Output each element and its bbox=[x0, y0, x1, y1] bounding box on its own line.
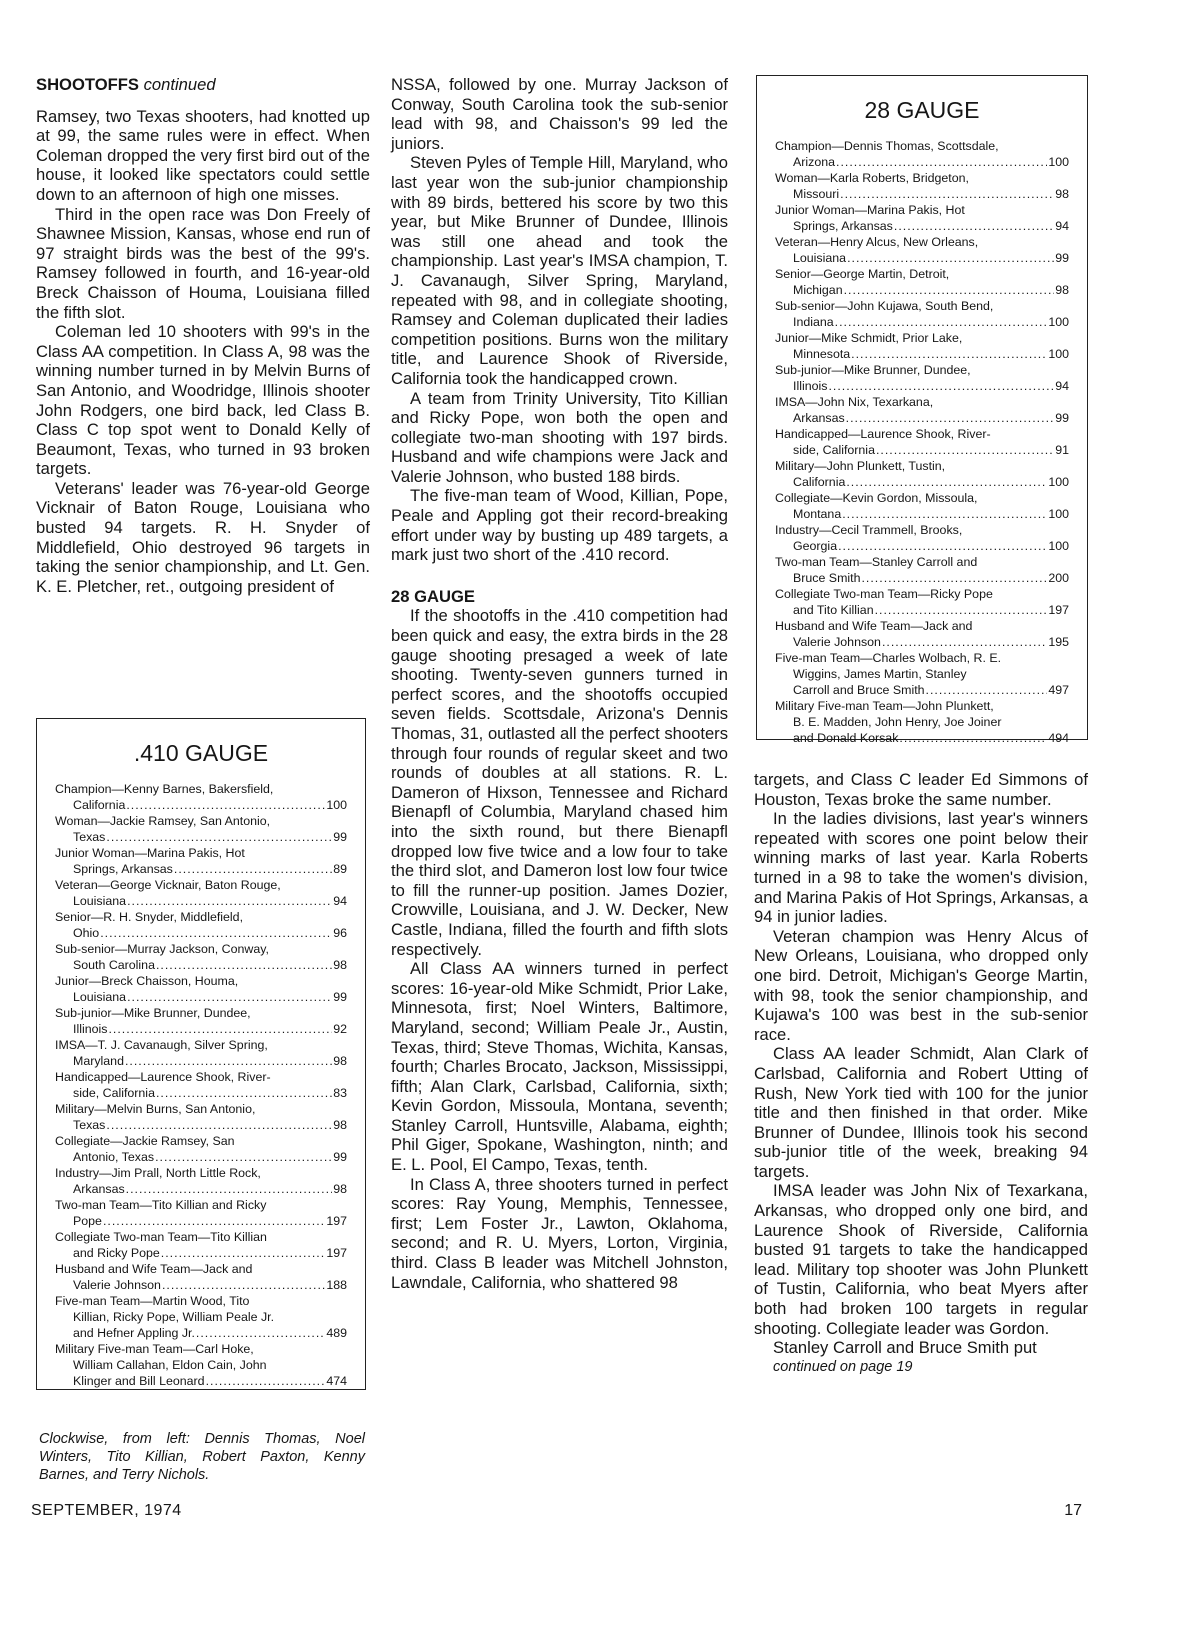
leader-dots bbox=[851, 346, 1047, 362]
result-category-continued: William Callahan, Eldon Cain, John bbox=[73, 1358, 267, 1372]
leader-dots bbox=[828, 378, 1054, 394]
leader-dots bbox=[836, 154, 1047, 170]
results-list bbox=[775, 138, 1069, 746]
result-category: Veteran—George Vicknair, Baton Rouge, bbox=[55, 878, 281, 892]
result-entry bbox=[55, 973, 347, 1005]
result-entry bbox=[775, 650, 1069, 698]
article-paragraph: If the shootoffs in the .410 competition had been quick and easy, the extra birds in the 28 gauge shooting presaged a week of late shooting. Twenty-seven gunners turned in perfect scores, and the shootoffs occupied seven fields. Scottsdale, Arizona's Dennis Thomas, 31, outlasted all the perfect shooters through four rounds of regular skeet and two rounds of doubles at all stations. R. L. Dameron of Hixson, Tennessee and Richard Bienapfl of Columbia, Maryland chased him into the sixth round, but there Bienapfl dropped low five twice and a low four to take the third slot, and Dameron lost low four twice to fill the runner-up position. James Dozier, Crowville, Louisiana, and J. W. Decker, New Castle, Indiana, filled the fourth and fifth slots respectively. bbox=[391, 606, 728, 959]
result-category-continued: B. E. Madden, John Henry, Joe Joiner bbox=[793, 715, 1002, 729]
result-score: 99 bbox=[1055, 411, 1069, 425]
result-name: Michigan bbox=[793, 283, 843, 297]
result-category: Junior Woman—Marina Pakis, Hot bbox=[55, 846, 245, 860]
result-name: Springs, Arkansas bbox=[73, 862, 173, 876]
result-category: Junior—Mike Schmidt, Prior Lake, bbox=[775, 331, 963, 345]
result-entry bbox=[775, 170, 1069, 202]
results-box-410-gauge bbox=[36, 718, 366, 1390]
result-entry bbox=[775, 330, 1069, 362]
result-entry bbox=[775, 202, 1069, 234]
result-category-continued: Killian, Ricky Pope, William Peale Jr. bbox=[73, 1310, 275, 1324]
result-line bbox=[55, 957, 347, 973]
result-category: Five-man Team—Martin Wood, Tito bbox=[55, 1294, 250, 1308]
result-entry bbox=[775, 618, 1069, 650]
leader-dots bbox=[846, 474, 1047, 490]
result-name: Carroll and Bruce Smith bbox=[793, 683, 925, 697]
leader-dots bbox=[126, 1181, 333, 1197]
result-score: 195 bbox=[1048, 635, 1069, 649]
result-score: 100 bbox=[1048, 347, 1069, 361]
result-line bbox=[55, 1021, 347, 1037]
result-score: 98 bbox=[1055, 187, 1069, 201]
result-category: IMSA—T. J. Cavanaugh, Silver Spring, bbox=[55, 1038, 268, 1052]
result-score: 98 bbox=[333, 1054, 347, 1068]
result-line bbox=[775, 218, 1069, 234]
article-paragraph: The five-man team of Wood, Killian, Pope, Peale and Appling got their record-breaking effort under way by busting up 489 targets, a mark just two short of the .410 record. bbox=[391, 486, 728, 565]
leader-dots bbox=[162, 1277, 325, 1293]
result-category: Junior—Breck Chaisson, Houma, bbox=[55, 974, 239, 988]
result-line bbox=[775, 346, 1069, 362]
result-entry bbox=[55, 941, 347, 973]
result-name: Illinois bbox=[73, 1022, 108, 1036]
result-line bbox=[775, 154, 1069, 170]
result-entry bbox=[55, 1229, 347, 1261]
box-title: 28 GAUGE bbox=[864, 97, 980, 123]
result-score: 188 bbox=[326, 1278, 347, 1292]
leader-dots bbox=[847, 250, 1054, 266]
result-category: Two-man Team—Stanley Carroll and bbox=[775, 555, 978, 569]
result-line bbox=[55, 893, 347, 909]
result-score: 489 bbox=[326, 1326, 347, 1340]
result-line bbox=[55, 1053, 347, 1069]
result-entry bbox=[55, 909, 347, 941]
result-entry bbox=[55, 1101, 347, 1133]
result-category: Industry—Cecil Trammell, Brooks, bbox=[775, 523, 963, 537]
result-entry bbox=[55, 877, 347, 909]
result-score: 197 bbox=[326, 1214, 347, 1228]
result-entry bbox=[55, 1341, 347, 1389]
result-name: Antonio, Texas bbox=[73, 1150, 155, 1164]
result-score: 497 bbox=[1048, 683, 1069, 697]
result-name: Arizona bbox=[793, 155, 836, 169]
result-line bbox=[775, 538, 1069, 554]
column-2 bbox=[391, 75, 728, 1292]
article-paragraph: Coleman led 10 shooters with 99's in the Class AA competition. In Class A, 98 was the winning number turned in by Melvin Burns of San Antonio, and Woodridge, Illinois shooter John Rodgers, one bird back, led Class B. Class C top spot went to Donald Kelly of Beaumont, Texas, who turned in 93 broken targets. bbox=[36, 322, 370, 479]
result-category: Collegiate Two-man Team—Ricky Pope bbox=[775, 587, 993, 601]
result-category: Woman—Jackie Ramsey, San Antonio, bbox=[55, 814, 271, 828]
issue-date: SEPTEMBER, 1974 bbox=[31, 1502, 182, 1519]
result-name: Valerie Johnson bbox=[793, 635, 881, 649]
article-paragraph: In the ladies divisions, last year's winners repeated with scores one point below their winning marks of last year. Karla Roberts turned in a 98 to take the women's division, and Marina Pakis of Hot Springs, Arkansas, a 94 in junior ladies. bbox=[754, 809, 1088, 927]
result-category: Champion—Kenny Barnes, Bakersfield, bbox=[55, 782, 274, 796]
result-score: 197 bbox=[326, 1246, 347, 1260]
result-line bbox=[55, 797, 347, 813]
result-entry bbox=[55, 1133, 347, 1165]
result-category: Champion—Dennis Thomas, Scottsdale, bbox=[775, 139, 999, 153]
result-name: Texas bbox=[73, 830, 106, 844]
result-entry bbox=[775, 298, 1069, 330]
result-name: Indiana bbox=[793, 315, 834, 329]
article-paragraph: Steven Pyles of Temple Hill, Maryland, who last year won the sub-junior championship with 89 birds, bettered his score by two this year, but Mike Brunner of Dundee, Illinois was still one ahead and took the championship. Last year's IMSA champion, T. J. Cavanaugh, Silver Spring, Maryland, repeated with 98, and in collegiate shooting, Ramsey and Coleman duplicated their ladies competition positions. Burns won the military title, and Laurence Shook of Riverside, California took the handicapped crown. bbox=[391, 153, 728, 388]
leader-dots bbox=[840, 186, 1054, 202]
result-line bbox=[775, 282, 1069, 298]
result-score: 98 bbox=[333, 1182, 347, 1196]
result-category: Husband and Wife Team—Jack and bbox=[775, 619, 973, 633]
leader-dots bbox=[861, 570, 1047, 586]
result-entry bbox=[775, 266, 1069, 298]
leader-dots bbox=[206, 1373, 326, 1389]
result-score: 100 bbox=[1048, 507, 1069, 521]
result-score: 100 bbox=[1048, 315, 1069, 329]
article-paragraph: Ramsey, two Texas shooters, had knotted up at 99, the same rules were in effect. When Coleman dropped the very first bird out of the house, it looked like spectators could settle down to an afternoon of high one misses. bbox=[36, 106, 370, 204]
leader-dots bbox=[155, 1149, 332, 1165]
result-line bbox=[55, 1117, 347, 1133]
result-name: Klinger and Bill Leonard bbox=[73, 1374, 205, 1388]
leader-dots bbox=[844, 282, 1055, 298]
result-category: Senior—George Martin, Detroit, bbox=[775, 267, 950, 281]
leader-dots bbox=[106, 1117, 332, 1133]
result-line bbox=[775, 506, 1069, 522]
result-category: Five-man Team—Charles Wolbach, R. E. bbox=[775, 651, 1002, 665]
result-entry bbox=[775, 458, 1069, 490]
leader-dots bbox=[846, 410, 1055, 426]
article-paragraph: In Class A, three shooters turned in perfect scores: Ray Young, Memphis, Tennessee, first; Lem Foster Jr., Lawton, Oklahoma, second; and R. U. Myers, Lorton, Virginia, third. Class B leader was Mitchell Johnston, Lawndale, California, who shattered 98 bbox=[391, 1174, 728, 1292]
result-line bbox=[775, 186, 1069, 202]
leader-dots bbox=[899, 730, 1047, 746]
result-line bbox=[55, 1213, 347, 1229]
result-score: 99 bbox=[333, 1150, 347, 1164]
result-name: California bbox=[793, 475, 846, 489]
leader-dots bbox=[100, 925, 332, 941]
leader-dots bbox=[127, 893, 332, 909]
result-name: side, California bbox=[793, 443, 875, 457]
result-category: IMSA—John Nix, Texarkana, bbox=[775, 395, 934, 409]
result-score: 92 bbox=[333, 1022, 347, 1036]
result-entry bbox=[55, 1293, 347, 1341]
article-paragraph: Class AA leader Schmidt, Alan Clark of Carlsbad, California and Robert Utting of Rush, New York tied with 100 for the junior title and then finished in that order. Mike Brunner of Dundee, Illinois took his second sub-junior title of the week, breaking 94 targets. bbox=[754, 1044, 1088, 1181]
leader-dots bbox=[838, 538, 1047, 554]
result-line bbox=[55, 1277, 347, 1293]
result-score: 197 bbox=[1048, 603, 1069, 617]
section-heading-shootoffs: SHOOTOFFS continued bbox=[36, 75, 216, 94]
result-line bbox=[775, 250, 1069, 266]
result-name: Montana bbox=[793, 507, 842, 521]
result-name: Texas bbox=[73, 1118, 106, 1132]
result-name: Pope bbox=[73, 1214, 102, 1228]
leader-dots bbox=[126, 797, 325, 813]
box-title: .410 GAUGE bbox=[133, 740, 269, 766]
result-entry bbox=[55, 1069, 347, 1101]
result-entry bbox=[55, 781, 347, 813]
result-category: Military—Melvin Burns, San Antonio, bbox=[55, 1102, 256, 1116]
result-name: side, California bbox=[73, 1086, 155, 1100]
result-category: Military—John Plunkett, Tustin, bbox=[775, 459, 946, 473]
result-entry bbox=[55, 813, 347, 845]
leader-dots bbox=[835, 314, 1048, 330]
leader-dots bbox=[876, 442, 1054, 458]
result-name: Minnesota bbox=[793, 347, 851, 361]
result-entry bbox=[775, 138, 1069, 170]
leader-dots bbox=[894, 218, 1054, 234]
result-name: Ohio bbox=[73, 926, 100, 940]
article-paragraph: Veteran champion was Henry Alcus of New Orleans, Louisiana, who dropped only one bird. Detroit, Michigan's George Martin, with 98, took the senior championship, and Kujawa's 100 was best in the sub-senior race. bbox=[754, 926, 1088, 1044]
result-category: Collegiate Two-man Team—Tito Killian bbox=[55, 1230, 267, 1244]
article-paragraph: targets, and Class C leader Ed Simmons of Houston, Texas broke the same number. bbox=[754, 770, 1088, 809]
result-score: 94 bbox=[1055, 219, 1069, 233]
result-category: Handicapped—Laurence Shook, River- bbox=[775, 427, 991, 441]
result-category: Junior Woman—Marina Pakis, Hot bbox=[775, 203, 965, 217]
article-paragraph: A team from Trinity University, Tito Killian and Ricky Pope, won both the open and collegiate two-man shooting with 197 birds. Husband and wife champions were Jack and Valerie Johnson, who busted 188 birds. bbox=[391, 388, 728, 486]
leader-dots bbox=[196, 1325, 325, 1341]
leader-dots bbox=[156, 1085, 332, 1101]
results-list bbox=[55, 781, 347, 1389]
result-line bbox=[55, 1245, 347, 1261]
result-name: and Tito Killian bbox=[793, 603, 874, 617]
results-box-28-gauge bbox=[756, 75, 1088, 745]
result-line bbox=[775, 570, 1069, 586]
result-category: Handicapped—Laurence Shook, River- bbox=[55, 1070, 271, 1084]
result-entry bbox=[775, 234, 1069, 266]
result-score: 200 bbox=[1048, 571, 1069, 585]
result-category: Military Five-man Team—Carl Hoke, bbox=[55, 1342, 254, 1356]
result-name: Louisiana bbox=[73, 894, 127, 908]
leader-dots bbox=[174, 861, 332, 877]
result-name: Maryland bbox=[73, 1054, 124, 1068]
article-paragraph: Stanley Carroll and Bruce Smith put bbox=[773, 1338, 1037, 1358]
result-name: and Donald Korsak bbox=[793, 731, 899, 745]
result-entry bbox=[55, 1197, 347, 1229]
result-line bbox=[775, 442, 1069, 458]
result-name: South Carolina bbox=[73, 958, 155, 972]
result-line bbox=[775, 474, 1069, 490]
result-category: Collegiate—Jackie Ramsey, San bbox=[55, 1134, 235, 1148]
result-category: Industry—Jim Prall, North Little Rock, bbox=[55, 1166, 261, 1180]
leader-dots bbox=[842, 506, 1047, 522]
leader-dots bbox=[156, 957, 332, 973]
leader-dots bbox=[875, 602, 1048, 618]
result-line bbox=[55, 829, 347, 845]
result-name: Valerie Johnson bbox=[73, 1278, 161, 1292]
result-score: 94 bbox=[1055, 379, 1069, 393]
result-category: Sub-junior—Mike Brunner, Dundee, bbox=[775, 363, 971, 377]
result-category: Veteran—Henry Alcus, New Orleans, bbox=[775, 235, 979, 249]
result-category: Two-man Team—Tito Killian and Ricky bbox=[55, 1198, 267, 1212]
result-name: Louisiana bbox=[793, 251, 847, 265]
result-line bbox=[55, 989, 347, 1005]
result-category: Woman—Karla Roberts, Bridgeton, bbox=[775, 171, 969, 185]
result-entry bbox=[775, 522, 1069, 554]
result-line bbox=[55, 925, 347, 941]
result-name: Illinois bbox=[793, 379, 828, 393]
leader-dots bbox=[926, 682, 1048, 698]
result-line bbox=[55, 1149, 347, 1165]
result-entry bbox=[55, 1005, 347, 1037]
result-score: 474 bbox=[326, 1374, 347, 1388]
result-entry bbox=[775, 362, 1069, 394]
result-entry bbox=[55, 1037, 347, 1069]
result-line bbox=[775, 314, 1069, 330]
result-line bbox=[775, 682, 1069, 698]
result-line bbox=[775, 602, 1069, 618]
article-paragraph: NSSA, followed by one. Murray Jackson of Conway, South Carolina took the sub-senior lead with 98, and Chaisson's 99 led the juniors. bbox=[391, 75, 728, 153]
column-1 bbox=[36, 75, 370, 596]
result-score: 96 bbox=[333, 926, 347, 940]
section-heading-28-gauge: 28 GAUGE bbox=[391, 586, 475, 606]
result-entry bbox=[55, 845, 347, 877]
result-entry bbox=[775, 554, 1069, 586]
result-category: Senior—R. H. Snyder, Middlefield, bbox=[55, 910, 244, 924]
leader-dots bbox=[882, 634, 1047, 650]
continued-note: continued on page 19 bbox=[773, 1358, 913, 1375]
result-name: Arkansas bbox=[793, 411, 845, 425]
result-name: California bbox=[73, 798, 126, 812]
result-line bbox=[55, 861, 347, 877]
result-entry bbox=[55, 1261, 347, 1293]
result-category: Sub-junior—Mike Brunner, Dundee, bbox=[55, 1006, 251, 1020]
result-score: 494 bbox=[1048, 731, 1069, 745]
result-name: Louisiana bbox=[73, 990, 127, 1004]
result-category-continued: Wiggins, James Martin, Stanley bbox=[793, 667, 967, 681]
leader-dots bbox=[103, 1213, 325, 1229]
result-line bbox=[775, 730, 1069, 746]
result-entry bbox=[55, 1165, 347, 1197]
result-score: 100 bbox=[1048, 155, 1069, 169]
result-line bbox=[55, 1085, 347, 1101]
result-name: Bruce Smith bbox=[793, 571, 861, 585]
result-category: Sub-senior—Murray Jackson, Conway, bbox=[55, 942, 269, 956]
result-score: 99 bbox=[333, 830, 347, 844]
article-paragraph: Veterans' leader was 76-year-old George Vicknair of Baton Rouge, Louisiana who busted 94 targets. R. H. Snyder of Middlefield, Ohio destroyed 96 targets in taking the senior championship, and Lt. Gen. K. E. Pletcher, ret., outgoing president of bbox=[36, 478, 370, 596]
photo-caption: Clockwise, from left: Dennis Thomas, Noel Winters, Tito Killian, Robert Paxton, Kenny Barnes, and Terry Nichols. bbox=[39, 1431, 365, 1483]
page-number: 17 bbox=[1064, 1502, 1082, 1519]
result-score: 100 bbox=[1048, 539, 1069, 553]
result-score: 99 bbox=[1055, 251, 1069, 265]
leader-dots bbox=[161, 1245, 326, 1261]
result-entry bbox=[775, 394, 1069, 426]
result-score: 94 bbox=[333, 894, 347, 908]
leader-dots bbox=[108, 1021, 332, 1037]
result-category: Military Five-man Team—John Plunkett, bbox=[775, 699, 994, 713]
result-score: 83 bbox=[333, 1086, 347, 1100]
result-line bbox=[55, 1373, 347, 1389]
result-score: 98 bbox=[333, 958, 347, 972]
result-score: 98 bbox=[1055, 283, 1069, 297]
article-paragraph: IMSA leader was John Nix of Texarkana, Arkansas, who dropped only one bird, and Laurence Shook of Riverside, California busted 91 targets to take the handicapped lead. Military top shooter was John Plunkett of Tustin, California, who beat Myers after both had broken 100 targets in regular shooting. Collegiate leader was Gordon. bbox=[754, 1181, 1088, 1338]
result-name: Missouri bbox=[793, 187, 840, 201]
result-entry bbox=[775, 426, 1069, 458]
result-category: Sub-senior—John Kujawa, South Bend, bbox=[775, 299, 994, 313]
column-3 bbox=[754, 770, 1088, 1377]
result-name: and Hefner Appling Jr. bbox=[73, 1326, 195, 1340]
result-line bbox=[775, 378, 1069, 394]
leader-dots bbox=[125, 1053, 332, 1069]
result-line bbox=[55, 1181, 347, 1197]
result-line bbox=[775, 410, 1069, 426]
result-score: 98 bbox=[333, 1118, 347, 1132]
result-score: 99 bbox=[333, 990, 347, 1004]
result-score: 100 bbox=[1048, 475, 1069, 489]
article-paragraph: Third in the open race was Don Freely of Shawnee Mission, Kansas, whose end run of 97 straight birds was the best of the 99's. Ramsey followed in fourth, and 16-year-old Breck Chaisson of Houma, Louisiana filled the fifth slot. bbox=[36, 204, 370, 322]
result-score: 100 bbox=[326, 798, 347, 812]
result-category: Husband and Wife Team—Jack and bbox=[55, 1262, 253, 1276]
result-name: Georgia bbox=[793, 539, 838, 553]
leader-dots bbox=[106, 829, 332, 845]
result-name: Springs, Arkansas bbox=[793, 219, 893, 233]
result-score: 89 bbox=[333, 862, 347, 876]
result-category: Collegiate—Kevin Gordon, Missoula, bbox=[775, 491, 978, 505]
result-name: and Ricky Pope bbox=[73, 1246, 160, 1260]
result-entry bbox=[775, 586, 1069, 618]
result-entry bbox=[775, 698, 1069, 746]
article-paragraph: All Class AA winners turned in perfect scores: 16-year-old Mike Schmidt, Prior Lake, Minnesota, first; Noel Winters, Baltimore, Maryland, second; William Peale Jr., Austin, Texas, third; Steve Thomas, Wichita, Kansas, fourth; Charles Brocato, Jackson, Mississippi, fifth; Alan Clark, Carlsbad, California, sixth; Kevin Gordon, Missoula, Montana, seventh; Stanley Carroll, Huntsville, Alabama, eighth; Phil Giger, Spokane, Washington, ninth; and E. L. Pool, El Campo, Texas, tenth. bbox=[391, 959, 728, 1175]
leader-dots bbox=[127, 989, 332, 1005]
result-score: 91 bbox=[1055, 443, 1069, 457]
result-entry bbox=[775, 490, 1069, 522]
result-line bbox=[55, 1325, 347, 1341]
result-line bbox=[775, 634, 1069, 650]
result-name: Arkansas bbox=[73, 1182, 125, 1196]
